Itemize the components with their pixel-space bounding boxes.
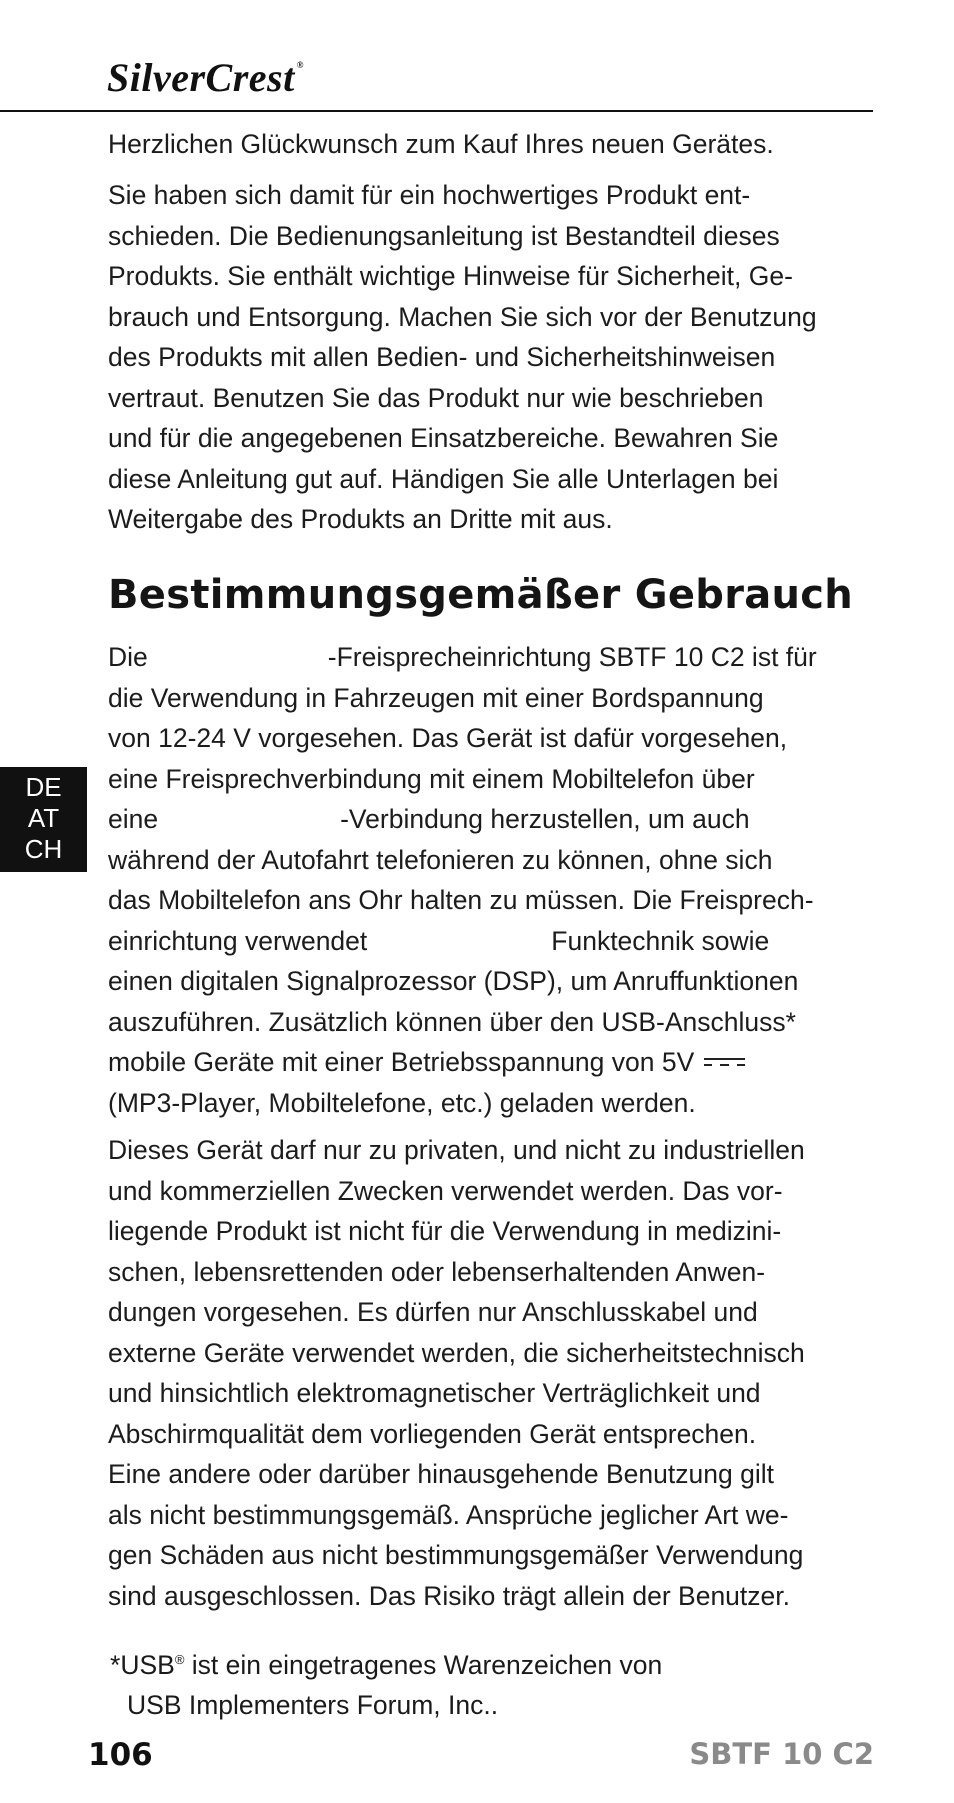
text-line: USB Implementers Forum, Inc.. <box>127 1690 499 1721</box>
text-line: auszuführen. Zusätzlich können über den USB-Anschluss* <box>108 1006 796 1037</box>
text-line: als nicht bestimmungsgemäß. Ansprüche jeglicher Art we- <box>108 1499 789 1530</box>
text-line: (MP3-Player, Mobiltelefone, etc.) geladen werden. <box>108 1087 696 1118</box>
section-heading: Bestimmungsgemäßer Gebrauch <box>108 572 854 618</box>
text-line: liegende Produkt ist nicht für die Verwendung in medizini- <box>108 1216 782 1246</box>
text-line: von 12-24 V vorgesehen. Das Gerät ist dafür vorgesehen, <box>108 723 788 753</box>
liability-paragraph <box>108 1454 860 1616</box>
text-line: eine Freisprechverbindung mit einem Mobiltelefon über <box>108 763 755 794</box>
text-segment: *USB <box>110 1649 175 1680</box>
intro-paragraph <box>108 175 860 540</box>
text-line: des Produkts mit allen Bedien- und Sicherheitshinweisen <box>108 342 776 372</box>
language-tab <box>0 767 87 872</box>
text-segment: einrichtung verwendet <box>108 925 368 956</box>
registered-mark: ® <box>174 1652 185 1667</box>
text-line: Dieses Gerät darf nur zu privaten, und nicht zu industriellen <box>108 1135 805 1165</box>
text-line: einen digitalen Signalprozessor (DSP), um Anruffunktionen <box>108 966 799 996</box>
text-segment: ist ein eingetragenes Warenzeichen von <box>184 1649 663 1680</box>
text-line <box>108 1042 860 1083</box>
text-line: und kommerziellen Zwecken verwendet werden. Das vor- <box>108 1175 783 1206</box>
text-line: vertraut. Benutzen Sie das Produkt nur wie beschrieben <box>108 382 764 413</box>
text-line <box>108 921 860 962</box>
registered-mark: ® <box>296 60 304 70</box>
greeting: Herzlichen Glückwunsch zum Kauf Ihres neuen Gerätes. <box>108 129 774 159</box>
silvercrest-logo <box>107 54 304 101</box>
text-line: die Verwendung in Fahrzeugen mit einer Bordspannung <box>108 682 764 713</box>
text-line: während der Autofahrt telefonieren zu können, ohne sich <box>108 844 773 875</box>
text-segment: Die <box>108 642 148 672</box>
text-line: das Mobiltelefon ans Ohr halten zu müssen. Die Freisprech- <box>108 885 814 915</box>
text-line: Produkts. Sie enthält wichtige Hinweise für Sicherheit, Ge- <box>108 261 793 291</box>
text-segment: eine <box>108 804 159 834</box>
text-line: diese Anleitung gut auf. Händigen Sie alle Unterlagen bei <box>108 463 779 494</box>
model-number: SBTF 10 C2 <box>689 1737 874 1771</box>
text-segment: -Verbindung herzustellen, um auch <box>340 804 750 834</box>
language-code: AT <box>27 803 60 833</box>
language-code: CH <box>24 834 63 864</box>
usage-paragraph <box>108 637 860 1123</box>
text-line <box>108 799 860 840</box>
text-line <box>110 1640 850 1685</box>
text-line: schen, lebensrettenden oder lebenserhaltenden Anwen- <box>108 1256 766 1287</box>
text-line: schieden. Die Bedienungsanleitung ist Bestandteil dieses <box>108 220 780 251</box>
text-segment: mobile Geräte mit einer Betriebsspannung von 5V <box>108 1047 695 1077</box>
text-line <box>108 637 860 678</box>
text-line: Sie haben sich damit für ein hochwertiges Produkt ent- <box>108 180 751 210</box>
text-line: Eine andere oder darüber hinausgehende Benutzung gilt <box>108 1459 774 1489</box>
language-code: DE <box>25 772 62 802</box>
restriction-paragraph <box>108 1130 860 1454</box>
text-line: brauch und Entsorgung. Machen Sie sich vor der Benutzung <box>108 301 817 332</box>
text-line: Abschirmqualität dem vorliegenden Gerät entsprechen. <box>108 1418 757 1449</box>
text-line: sind ausgeschlossen. Das Risiko trägt allein der Benutzer. <box>108 1580 790 1611</box>
text-line: und hinsichtlich elektromagnetischer Verträglichkeit und <box>108 1378 761 1408</box>
header-rule <box>0 110 873 112</box>
text-line: Weitergabe des Produkts an Dritte mit aus. <box>108 504 613 534</box>
text-line: dungen vorgesehen. Es dürfen nur Anschlusskabel und <box>108 1297 758 1327</box>
text-line: und für die angegebenen Einsatzbereiche. Bewahren Sie <box>108 423 779 453</box>
usb-footnote <box>110 1640 850 1726</box>
text-line: externe Geräte verwendet werden, die sicherheitstechnisch <box>108 1337 805 1368</box>
direct-current-icon <box>702 1056 747 1068</box>
text-segment: -Freisprecheinrichtung SBTF 10 C2 ist für <box>327 642 817 672</box>
text-segment: Funktechnik sowie <box>551 925 770 956</box>
text-line: gen Schäden aus nicht bestimmungsgemäßer Verwendung <box>108 1540 804 1570</box>
brand-name: SilverCrest <box>107 55 295 100</box>
page-number: 106 <box>88 1737 153 1773</box>
